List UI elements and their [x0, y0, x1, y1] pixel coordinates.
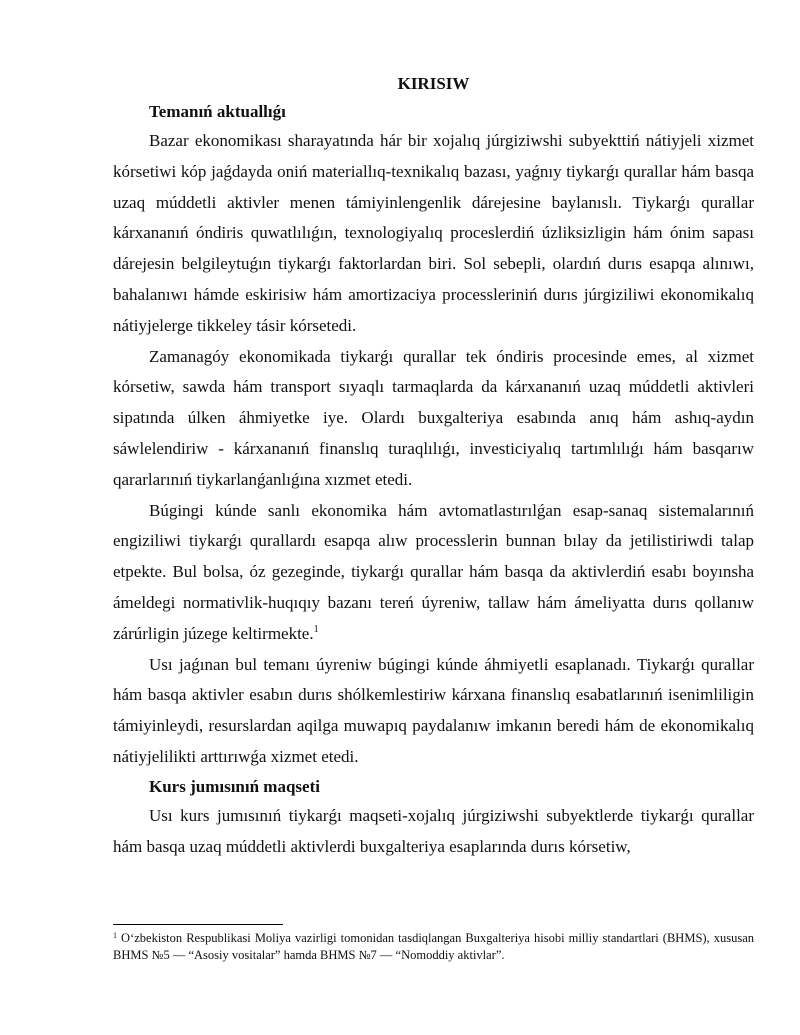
footnote-text: O‘zbekiston Respublikasi Moliya vazirligi tomonidan tasdiqlangan Buxgalteriya hisobi milliy standartlari (BHMS), xususan BHMS №5 — “Asosiy vositalar” hamda BHMS №7 — “Nomoddiy aktivlar”.	[113, 931, 755, 962]
document-body	[113, 70, 754, 862]
paragraph-4: Usı jaǵınan bul temanı úyreniw búgingi kúnde áhmiyetli esaplanadı. Tiykarǵı qurallar hám basqa aktivler esabın durıs shólkemlestiriw kárxana finanslıq esabatlarınıń isenimliligin támiyinleydi, resurslardan aqilga muwapıq paydalanıw imkanın beredi hám de ekonomikalıq nátiyjelilikti arttırıwǵa xizmet etedi.	[113, 654, 754, 766]
paragraph-2: Zamanagóy ekonomikada tiykarǵı qurallar tek óndiris procesinde emes, al xizmet kórsetiw, sawda hám transport sıyaqlı tarmaqlarda da kárxananıń uzaq múddetli aktivleri sipatında úlken áhmiyetke iye. Olardı buxgalteriya esabında anıq hám ashıq-aydın sáwlelendiriw - kárxananıń finanslıq turaqlılıǵı, investiciyalıq tartımlılıǵı hám basqarıw qararlarınıń tiykarlanǵanlıǵına xızmet etedi.	[113, 346, 754, 489]
page-title: KIRISIW	[397, 74, 470, 93]
paragraph-5: Usı kurs jumısınıń tiykarǵı maqseti-xojalıq júrgiziwshi subyektlerde tiykarǵı qurallar hám basqa uzaq múddetli aktivlerdi buxgalteriya esaplarında durıs kórsetiw,	[113, 805, 754, 856]
section-heading-relevance: Temanıń aktuallıǵı	[149, 102, 286, 121]
footnote-number: 1	[113, 931, 117, 940]
section-heading-goal: Kurs jumısınıń maqseti	[149, 776, 320, 796]
footnote	[113, 930, 754, 964]
paragraph-3-text: Búgingi kúnde sanlı ekonomika hám avtomatlastırılǵan esap-sanaq sistemalarınıń engiziliwi tiykarǵı qurallardı esapqa alıw processlerin bunnan bılay da jetilistiriwdi talap etpekte. Bul bolsa, óz gezeginde, tiykarǵı qurallar hám basqa da aktivlerdiń esabı boyınsha ámeldegi normativlik-huqıqıy bazanı tereń úyreniw, tallaw hám ámeliyatta durıs qollanıw zárúrligin júzege keltirmekte.	[113, 500, 754, 643]
footnote-reference[interactable]: 1	[313, 623, 319, 635]
paragraph-3	[113, 496, 754, 650]
footnote-separator	[113, 924, 283, 925]
paragraph-1: Bazar ekonomikası sharayatında hár bir xojalıq júrgiziwshi subyekttiń nátiyjeli xizmet kórsetiwi kóp jaǵdayda oniń materiallıq-texnikalıq bazası, yaǵnıy tiykarǵı qurallar hám basqa uzaq múddetli aktivler menen támiyinlengenlik dárejesine baylanıslı. Tiykarǵı qurallar kárxananıń óndiris quwatlılıǵın, texnologiyalıq proceslerdiń úzliksizligin hám ónim sapası dárejesin belgileytuǵın tiykarǵı faktorlardan biri. Sol sebepli, olardıń durıs esapqa alınıwı, bahalanıwı hámde eskirisiw hám amortizaciya processleriniń durıs júrgiziliwi ekonomikalıq nátiyjelerge tikkeley tásir kórsetedi.	[113, 131, 754, 335]
